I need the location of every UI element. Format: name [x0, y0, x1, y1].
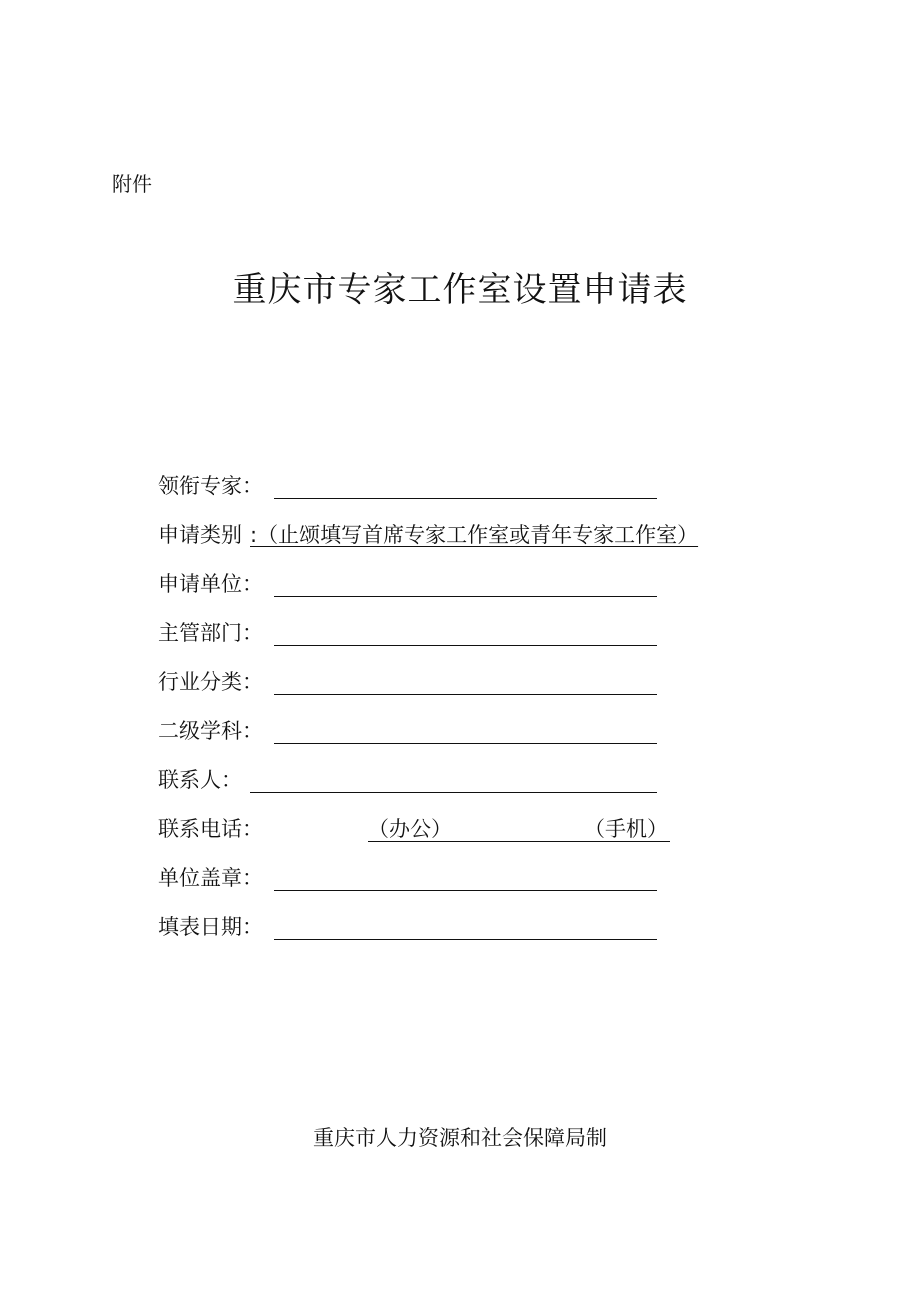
row-department [158, 617, 798, 666]
date-label: 填表日期： [158, 915, 263, 939]
row-applicant-unit [158, 568, 798, 617]
department-field[interactable] [274, 645, 657, 646]
row-category [158, 519, 798, 568]
application-form [158, 470, 798, 960]
date-field[interactable] [274, 939, 657, 940]
row-date [158, 911, 798, 960]
phone-office-label: （办公） [368, 817, 452, 841]
phone-label: 联系电话： [158, 817, 263, 841]
subject-field[interactable] [274, 743, 657, 744]
category-label: 申请类别 [158, 523, 242, 547]
industry-label: 行业分类： [158, 670, 263, 694]
subject-label: 二级学科： [158, 719, 263, 743]
seal-label: 单位盖章： [158, 866, 263, 890]
phone-mobile-label: （手机） [584, 817, 668, 841]
attachment-label: 附件 [112, 172, 152, 196]
issuer-footer: 重庆市人力资源和社会保障局制 [313, 1126, 607, 1150]
category-field[interactable]: :（止颂填写首席专家工作室或青年专家工作室） [250, 523, 699, 547]
industry-field[interactable] [274, 694, 657, 695]
row-lead-expert [158, 470, 798, 519]
applicant-unit-field[interactable] [274, 596, 657, 597]
row-industry [158, 666, 798, 715]
lead-expert-field[interactable] [274, 498, 657, 499]
department-label: 主管部门： [158, 621, 263, 645]
row-contact [158, 764, 798, 813]
row-phone [158, 813, 798, 862]
seal-field[interactable] [274, 890, 657, 891]
form-title: 重庆市专家工作室设置申请表 [232, 270, 688, 310]
applicant-unit-label: 申请单位： [158, 572, 263, 596]
row-subject [158, 715, 798, 764]
contact-label: 联系人： [158, 768, 242, 792]
row-seal [158, 862, 798, 911]
lead-expert-label: 领衔专家： [158, 474, 263, 498]
contact-field[interactable] [250, 792, 657, 793]
